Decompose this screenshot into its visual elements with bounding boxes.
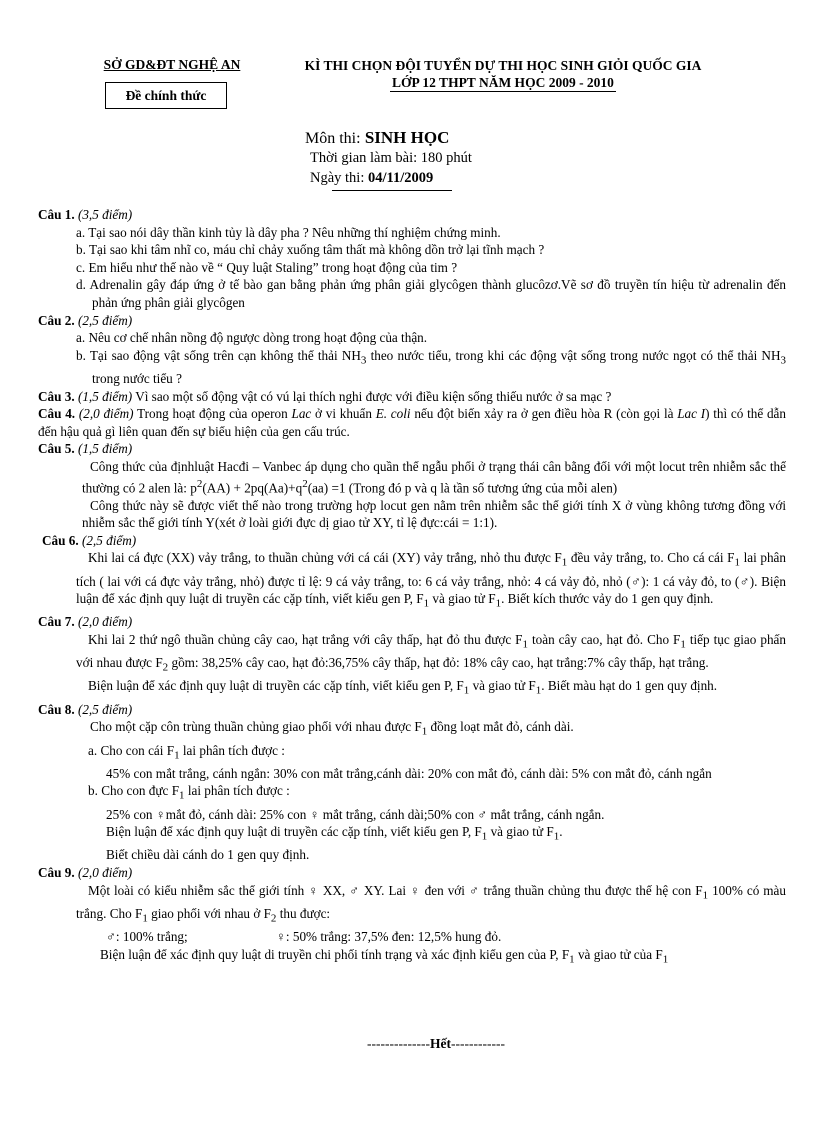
subject-label: Môn thi: <box>305 130 361 147</box>
question-points: (2,5 điểm) <box>77 312 133 328</box>
exam-time: Thời gian làm bài: 180 phút <box>310 150 472 166</box>
question-part: a. Cho con cái $F_1$ lai phân tích được : <box>88 742 285 762</box>
question-points: (2,0 điểm) <box>78 406 134 422</box>
question-label: Câu 3. <box>38 388 75 404</box>
question-paragraph: Một loài có kiểu nhiễm sắc thể giới tính ♀ XX, ♂ XY. Lai ♀ đen với ♂ trắng thuần chủng thu được thế hệ con $F_1$ 100% có màu trắng. Cho $F_1$ giao phối với nhau ở $F_2$ thu được: <box>76 882 786 925</box>
question-result: 45% con mắt trắng, cánh ngắn: 30% con mắt trắng,cánh dài: 20% con mắt đỏ, cánh dài: 5% con mắt đỏ, cánh ngắn <box>106 765 712 781</box>
question-paragraph: Biện luận để xác định quy luật di truyền các cặp tính, viết kiểu gen P, $F_1$ và giao tử $F_1$. Biết màu hạt do 1 gen quy định. <box>88 678 718 698</box>
question-part: a. Nêu cơ chế nhân nồng độ ngược dòng trong hoạt động của thận. <box>76 330 428 346</box>
question-label: Câu 7. <box>38 614 75 630</box>
question-4: Câu 4. (2,0 điểm) Trong hoạt động của operon Lac ở vi khuẩn E. coli nếu đột biến xảy ra ở gen điều hòa R (còn gọi là Lac I) thì có thể dẫn đến hậu quả gì liên quan đến sự biểu hiện của gen cấu trúc. <box>38 406 787 439</box>
department-name: SỞ GD&ĐT NGHỆ AN <box>103 57 241 72</box>
official-label-box: Đề chính thức <box>105 82 227 109</box>
question-paragraph: Khi lai 2 thứ ngô thuần chủng cây cao, hạt trắng với cây thấp, hạt đỏ thu được $F_1$ toàn cây cao, hạt đỏ. Cho $F_1$ tiếp tục giao phấn với nhau được $F_2$ gồm: 38,25% cây cao, hạt đỏ:36,75% cây thấp, hạt đỏ: 18% cây cao, hạt trắng:7% cây thấp, hạt trắng. <box>76 631 786 674</box>
question-2 <box>38 312 786 388</box>
question-paragraph: Biết chiều dài cánh do 1 gen quy định. <box>106 847 310 863</box>
question-points: (2,0 điểm) <box>77 864 133 880</box>
question-1 <box>38 206 786 312</box>
question-label: Câu 5. <box>38 441 75 457</box>
questions <box>38 206 786 969</box>
question-result: ♂: 100% trắng; ♀: 50% trắng: 37,5% đen: 12,5% hung đỏ. <box>106 929 502 945</box>
question-paragraph: Cho một cặp côn trùng thuần chủng giao phối với nhau được $F_1$ đồng loạt mắt đỏ, cánh dài. <box>90 719 574 738</box>
question-part: c. Em hiểu như thế nào về “ Quy luật Staling” trong hoạt động của tim ? <box>76 259 458 275</box>
exam-date: 04/11/2009 <box>368 170 434 186</box>
question-9 <box>38 864 786 969</box>
question-label: Câu 6. <box>42 532 79 548</box>
end-marker: --------------Hết------------ <box>367 1036 505 1051</box>
subject-line <box>305 128 449 148</box>
question-part: b. Tại sao động vật sống trên cạn không thể thải $NH_3$ theo nước tiểu, trong khi các động vật sống trong nước ngọt có thể thải $NH_3$ trong nước tiểu ? <box>76 347 786 386</box>
question-points: (3,5 điểm) <box>77 207 133 222</box>
question-part: d. Adrenalin gây đáp ứng ở tế bào gan bằng phản ứng phân giải glycôgen thành glucôzơ.Vẽ sơ đồ truyền tín hiệu từ adrenalin đến phản ứng phân giải glycôgen <box>76 277 786 310</box>
subject-name: SINH HỌC <box>364 128 450 147</box>
exam-date-line <box>310 170 433 187</box>
question-label: Câu 9. <box>38 864 75 880</box>
question-label: Câu 2. <box>38 312 75 328</box>
question-points: (2,0 điểm) <box>77 614 133 630</box>
question-5 <box>38 440 786 531</box>
question-label: Câu 1. <box>38 207 75 222</box>
exam-subtitle: LỚP 12 THPT NĂM HỌC 2009 - 2010 <box>392 75 614 90</box>
date-underline <box>332 190 452 191</box>
question-part: a. Tại sao nói dây thần kinh tủy là dây pha ? Nêu những thí nghiệm chứng minh. <box>76 224 501 240</box>
question-7 <box>38 613 786 700</box>
question-points: (2,5 điểm) <box>77 701 133 717</box>
exam-title: KÌ THI CHỌN ĐỘI TUYỂN DỰ THI HỌC SINH GIỎI QUỐC GIA <box>304 58 702 73</box>
question-paragraph: Biện luận để xác định quy luật di truyền các cặp tính, viết kiểu gen P, $F_1$ và giao tử $F_1$. <box>106 824 563 843</box>
question-3 <box>38 388 786 406</box>
question-paragraph: Khi lai cá đực (XX) vảy trắng, to thuần chủng với cá cái (XY) vảy trắng, nhỏ thu được $F_1$ đều vảy trắng, to. Cho cá cái $F_1$ lai phân tích ( lai với cá đực vảy trắng, nhỏ) được tỉ lệ: 9 cá vảy trắng, to: 6 cá vảy trắng, nhỏ: 4 cá vảy đỏ, nhỏ (♂): 1 cá vảy đỏ, to (♂). Biện luận để xác định quy luật di truyền các cặp tính, viết kiểu gen P, $F_1$ và giao tử $F_1$. Biết kích thước vảy do 1 gen quy định. <box>76 550 786 610</box>
question-paragraph: Công thức này sẽ được viết thế nào trong trường hợp locut gen nằm trên nhiễm sắc thể giới tính X ở vùng không tương đồng với nhiễm sắc thể giới tính Y(xét ở loài giới đực dị giao tử XY, tỉ lệ đực:cái = 1:1). <box>82 497 786 531</box>
question-paragraph: Công thức của địnhluật Hacđi – Vanbec áp dụng cho quần thể ngẫu phối ở trạng thái cân bằng đối với một locut trên nhiễm sắc thể thường có 2 alen là: $p^2(AA) + 2pq(Aa)+q^2(aa) =1$ (Trong đó p và q là tần số tương ứng của mỗi alen) <box>82 458 786 495</box>
question-label: Câu 8. <box>38 701 75 717</box>
question-paragraph: Biện luận để xác định quy luật di truyền chi phối tính trạng và xác định kiểu gen của P, $F_1$ và giao tử của $F_1$ <box>100 946 669 966</box>
question-part: b. Tại sao khi tâm nhĩ co, máu chỉ chảy xuống tâm thất mà không dồn trở lại tĩnh mạch ? <box>76 242 545 258</box>
question-8 <box>38 701 786 864</box>
question-points: (2,5 điểm) <box>81 532 137 548</box>
question-points: (1,5 điểm) <box>77 388 133 404</box>
question-points: (1,5 điểm) <box>77 441 133 457</box>
date-label: Ngày thi: <box>310 170 365 186</box>
question-label: Câu 4. <box>38 406 76 422</box>
question-6 <box>38 532 786 614</box>
question-text: Vì sao một số động vật có vú lại thích nghi được với điều kiện sống thiếu nước ở sa mạc ? <box>132 388 612 404</box>
exam-title-block <box>268 57 738 92</box>
question-result: 25% con ♀mắt đỏ, cánh dài: 25% con ♀ mắt trắng, cánh dài;50% con ♂ mắt trắng, cánh ngắn. <box>106 806 605 822</box>
question-part: b. Cho con đực $F_1$ lai phân tích được : <box>88 783 290 802</box>
department-block <box>92 57 252 73</box>
